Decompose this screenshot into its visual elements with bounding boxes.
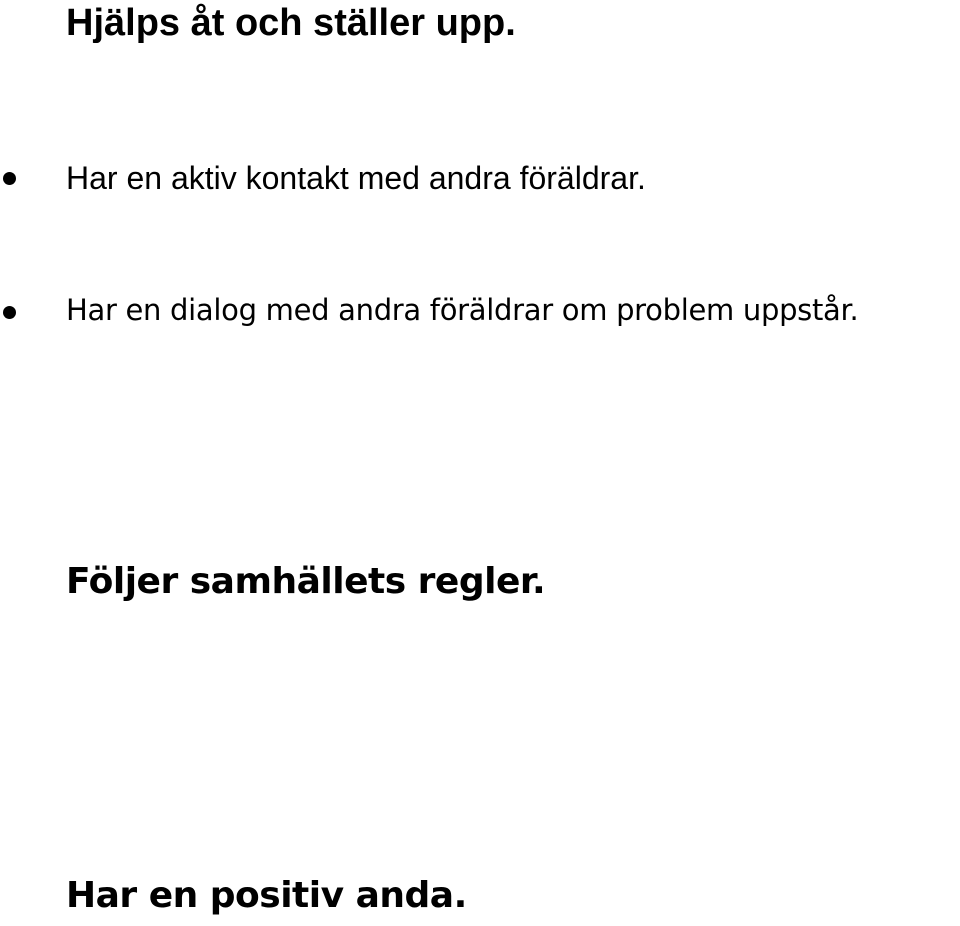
bullet-icon: [3, 172, 16, 185]
heading-follow-rules: Följer samhällets regler.: [66, 561, 546, 602]
heading-help-each-other: Hjälps åt och ställer upp.: [66, 2, 516, 44]
bullet-icon: [3, 306, 16, 319]
heading-positive-spirit: Har en positiv anda.: [66, 875, 467, 916]
bullet-text-active-contact: Har en aktiv kontakt med andra föräldrar.: [66, 160, 646, 196]
bullet-text-dialog: Har en dialog med andra föräldrar om problem uppstår.: [66, 293, 859, 327]
